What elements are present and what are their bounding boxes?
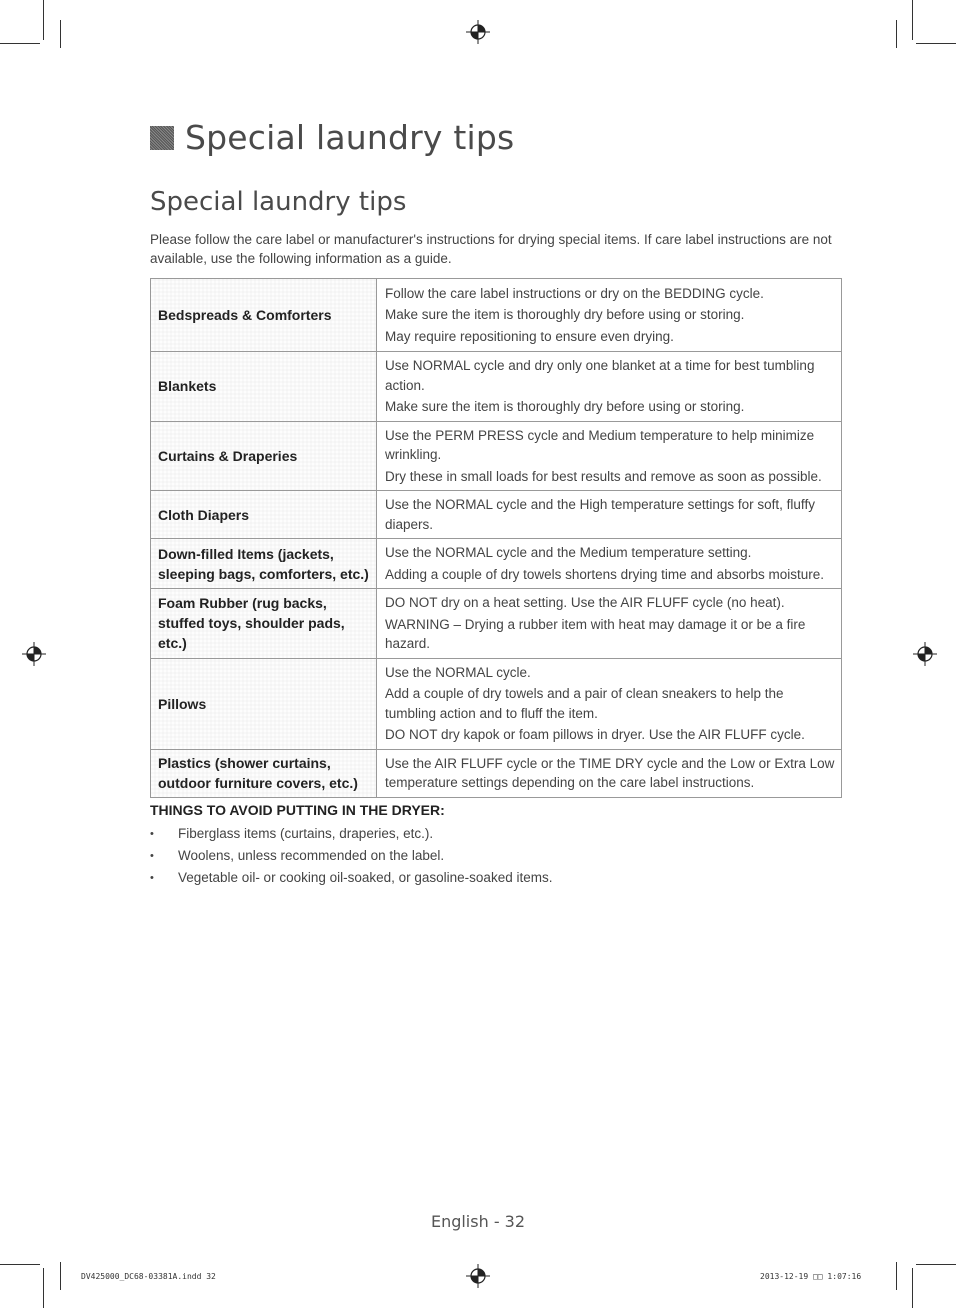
table-row <box>151 658 842 749</box>
crop-mark <box>60 20 61 48</box>
registration-mark-icon <box>466 1264 490 1288</box>
item-name: Plastics (shower curtains, outdoor furniture covers, etc.) <box>151 749 377 797</box>
list-item <box>150 823 552 845</box>
instruction-line: Use the AIR FLUFF cycle or the TIME DRY cycle and the Low or Extra Low temperature settings depending on the care label instructions. <box>385 755 835 790</box>
item-instructions <box>377 421 842 491</box>
list-item <box>150 867 552 889</box>
item-instructions <box>377 279 842 352</box>
crop-mark <box>0 43 40 44</box>
instruction-line: Use the NORMAL cycle and the Medium temperature setting. <box>385 545 752 560</box>
section-title: Special laundry tips <box>150 187 407 217</box>
avoid-heading: THINGS TO AVOID PUTTING IN THE DRYER: <box>150 802 445 818</box>
crop-mark <box>912 0 913 40</box>
item-name: Curtains & Draperies <box>151 421 377 491</box>
page-number: English - 32 <box>430 1212 526 1231</box>
crop-mark <box>896 1262 897 1290</box>
intro-paragraph: Please follow the care label or manufacturer's instructions for drying special items. If care label instructions are not available, use the following information as a guide. <box>150 232 832 266</box>
bullet-icon: • <box>150 828 154 840</box>
item-instructions <box>377 658 842 749</box>
crop-mark <box>43 1268 44 1308</box>
crop-mark <box>0 1264 40 1265</box>
item-name: Cloth Diapers <box>151 491 377 539</box>
list-item <box>150 845 552 867</box>
page-title <box>150 118 514 157</box>
crop-mark <box>60 1262 61 1290</box>
crop-mark <box>912 1268 913 1308</box>
item-instructions <box>377 539 842 589</box>
timestamp-slug: 2013-12-19 □□ 1:07:16 <box>760 1272 862 1281</box>
list-item-text: Woolens, unless recommended on the label. <box>178 848 445 863</box>
instruction-line: Add a couple of dry towels and a pair of clean sneakers to help the tumbling action and to fluff the item. <box>385 686 784 721</box>
instruction-line: Use the PERM PRESS cycle and Medium temperature to help minimize wrinkling. <box>385 427 815 462</box>
bullet-icon: • <box>150 850 154 862</box>
avoid-list <box>150 823 552 889</box>
instruction-line: DO NOT dry kapok or foam pillows in dryer. Use the AIR FLUFF cycle. <box>385 727 805 742</box>
tips-table <box>150 278 842 798</box>
title-square-icon <box>150 126 174 150</box>
crop-mark <box>916 1264 956 1265</box>
registration-mark-icon <box>22 642 46 666</box>
list-item-text: Fiberglass items (curtains, draperies, etc.). <box>178 826 434 841</box>
item-name: Down-filled Items (jackets, sleeping bags, comforters, etc.) <box>151 539 377 589</box>
item-instructions <box>377 491 842 539</box>
item-name: Blankets <box>151 352 377 422</box>
table-row <box>151 491 842 539</box>
instruction-line: WARNING – Drying a rubber item with heat may damage it or be a fire hazard. <box>385 616 806 651</box>
registration-mark-icon <box>913 642 937 666</box>
bullet-icon: • <box>150 872 154 884</box>
crop-mark <box>916 43 956 44</box>
file-slug: DV425000_DC68-03381A.indd 32 <box>81 1272 216 1281</box>
registration-mark-icon <box>466 20 490 44</box>
table-row <box>151 749 842 797</box>
instruction-line: May require repositioning to ensure even drying. <box>385 328 674 344</box>
instruction-line: Dry these in small loads for best results and remove as soon as possible. <box>385 468 822 484</box>
table-row <box>151 589 842 659</box>
instruction-line: Use NORMAL cycle and dry only one blanket at a time for best tumbling action. <box>385 358 815 393</box>
instruction-line: Make sure the item is thoroughly dry before using or storing. <box>385 307 745 323</box>
list-item-text: Vegetable oil- or cooking oil-soaked, or gasoline-soaked items. <box>178 870 553 885</box>
item-name: Pillows <box>151 658 377 749</box>
table-row <box>151 539 842 589</box>
instruction-line: DO NOT dry on a heat setting. Use the AIR FLUFF cycle (no heat). <box>385 595 785 610</box>
instruction-line: Make sure the item is thoroughly dry before using or storing. <box>385 399 745 414</box>
item-name: Bedspreads & Comforters <box>151 279 377 352</box>
item-instructions <box>377 749 842 797</box>
instruction-line: Follow the care label instructions or dry on the BEDDING cycle. <box>385 285 764 301</box>
item-instructions <box>377 352 842 422</box>
instruction-line: Use the NORMAL cycle and the High temperature settings for soft, fluffy diapers. <box>385 497 815 532</box>
page-title-text: Special laundry tips <box>185 118 515 157</box>
instruction-line: Adding a couple of dry towels shortens drying time and absorbs moisture. <box>385 566 824 582</box>
table-row <box>151 352 842 422</box>
table-row <box>151 421 842 491</box>
item-name: Foam Rubber (rug backs, stuffed toys, shoulder pads, etc.) <box>151 589 377 659</box>
crop-mark <box>43 0 44 40</box>
crop-mark <box>896 20 897 48</box>
item-instructions <box>377 589 842 659</box>
table-row <box>151 279 842 352</box>
instruction-line: Use the NORMAL cycle. <box>385 664 531 680</box>
